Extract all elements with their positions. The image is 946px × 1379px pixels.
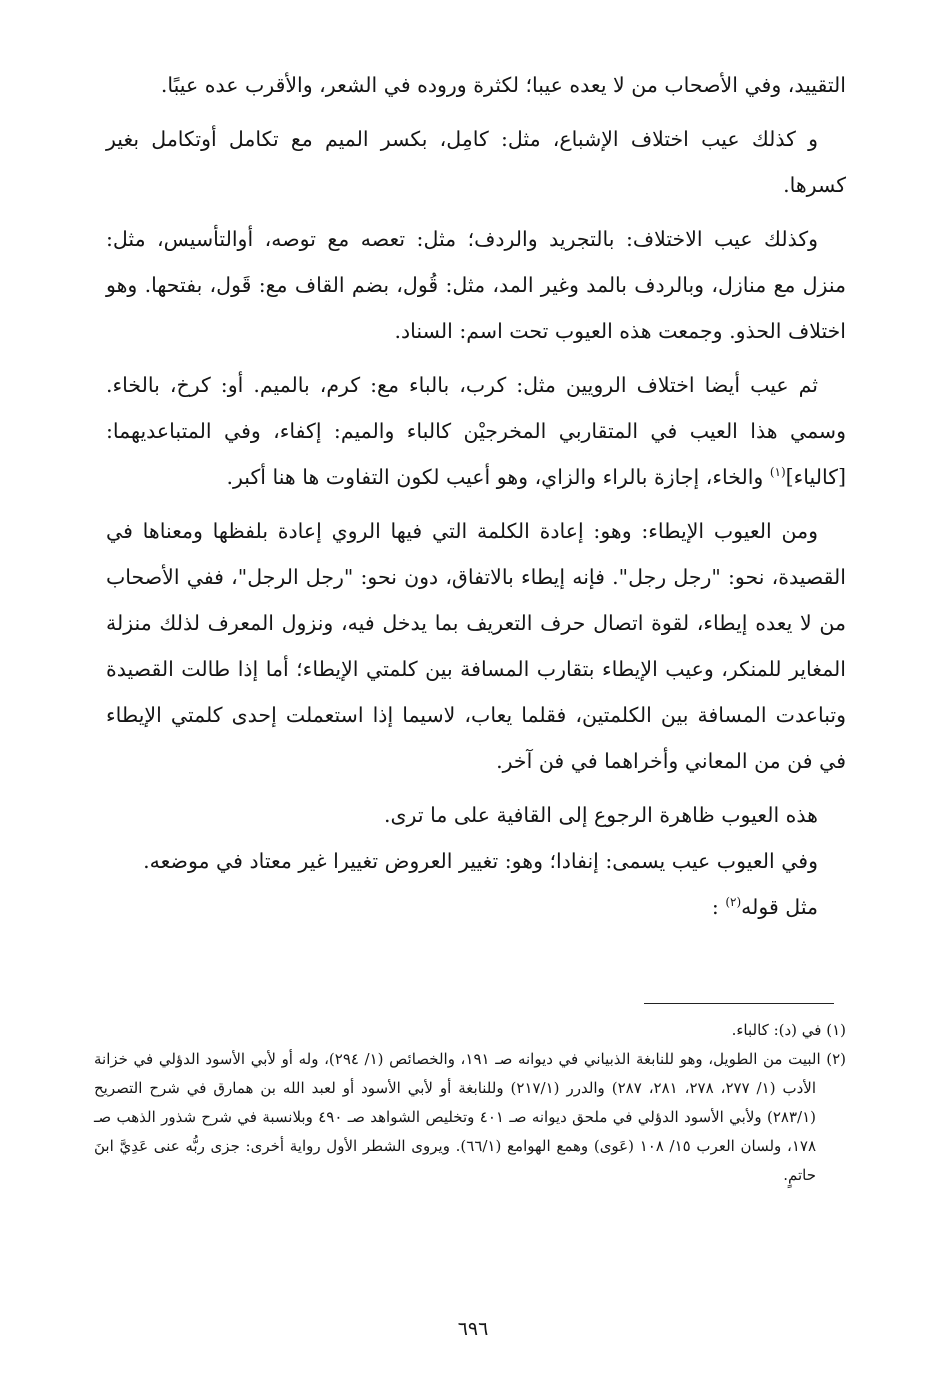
footnote-ref-1[interactable]: (١) bbox=[769, 465, 786, 480]
paragraph-rawiyyin bbox=[106, 362, 846, 500]
example-intro: مثل قوله bbox=[741, 895, 818, 919]
paragraph-ikhtilaf: وكذلك عيب الاختلاف: بالتجريد والردف؛ مثل: تعصه مع توصه، أوالتأسيس، مثل: منزل مع منازل، وبالردف بالمد وغير المد، مثل: قُول، بضم القاف مع: قَول، بفتحها. وهو اختلاف الحذو. وجمعت هذه العيوب تحت اسم: السناد. bbox=[106, 227, 846, 343]
example-colon: : bbox=[711, 895, 719, 919]
paragraph-rawiyyin-text: ثم عيب أيضا اختلاف الرويين مثل: كرب، بالباء مع: كرم، بالميم. أو: كرخ، بالخاء. وسمي هذا العيب في المتقاربي المخرجيْن كالباء والميم: إكفاء، وفي المتباعديهما: bbox=[106, 373, 846, 443]
line-example bbox=[106, 884, 846, 930]
paragraph-ishba: و كذلك عيب اختلاف الإشباع، مثل: كامِل، بكسر الميم مع تكامل أوتكامل بغير كسرها. bbox=[106, 127, 846, 197]
footnote-1: (١) في (د): كالباء. bbox=[731, 1021, 846, 1039]
main-text bbox=[106, 62, 846, 930]
footnote-separator bbox=[644, 1003, 834, 1004]
paragraph-continuation: التقييد، وفي الأصحاب من لا يعده عيبا؛ لكثرة وروده في الشعر، والأقرب عده عيبًا. bbox=[160, 73, 846, 97]
paragraph-itaa: ومن العيوب الإيطاء: وهو: إعادة الكلمة التي فيها الروي إعادة بلفظها ومعناها في القصيدة، نحو: "رجل رجل". فإنه إيطاء بالاتفاق، دون نحو: "رجل الرجل"، ففي الأصحاب من لا يعده إيطاء، لقوة اتصال حرف التعريف بما يدخل فيه، ونزول المعرف لذلك منزلة المغاير للمنكر، وعيب الإيطاء بتقارب المسافة بين كلمتي الإيطاء؛ أما إذا طالت القصيدة وتباعدت المسافة بين الكلمتين، فقلما يعاب، لاسيما إذا استعملت إحدى كلمتي الإيطاء في فن من المعاني وأخراهما في فن آخر. bbox=[106, 519, 846, 773]
line-qafiya: هذه العيوب ظاهرة الرجوع إلى القافية على ما ترى. bbox=[384, 803, 818, 827]
bracket-word: [كالياء] bbox=[785, 465, 846, 489]
page-number: ٦٩٦ bbox=[457, 1318, 489, 1340]
footnote-2: (٢) البيت من الطويل، وهو للنابغة الذبياني في ديوانه صـ ١٩١، والخصائص (١/ ٢٩٤)، وله أو لأبي الأسود الدؤلي في خزانة الأدب (١/ ٢٧٧، ٢٧٨، ٢٨١، ٢٨٧) والدرر (٢١٧/١) وللنابغة أو لأبي الأسود أو لعبد الله بن همارق في شرح التصريح (٢٨٣/١) ولأبي الأسود الدؤلي في ملحق ديوانه صـ ٤٠١ وتخليص الشواهد صـ ٤٩٠ وبلانسبة في شرح شذور الذهب صـ ١٧٨، ولسان العرب ١٥/ ١٠٨ (عَوى) وهمع الهوامع (٦٦/١). ويروى الشطر الأول رواية أخرى: جزى ربُّه عنى عَدِيَّ ابنَ حاتمٍ. bbox=[94, 1050, 846, 1184]
footnotes-section bbox=[94, 1016, 846, 1190]
line-infad: وفي العيوب عيب يسمى: إنفادا؛ وهو: تغيير العروض تغييرا غير معتاد في موضعه. bbox=[143, 849, 818, 873]
footnote-ref-2[interactable]: (٢) bbox=[725, 895, 742, 910]
paragraph-rawiyyin-tail: والخاء، إجازة بالراء والزاي، وهو أعيب لكون التفاوت ها هنا أكبر. bbox=[226, 465, 764, 489]
